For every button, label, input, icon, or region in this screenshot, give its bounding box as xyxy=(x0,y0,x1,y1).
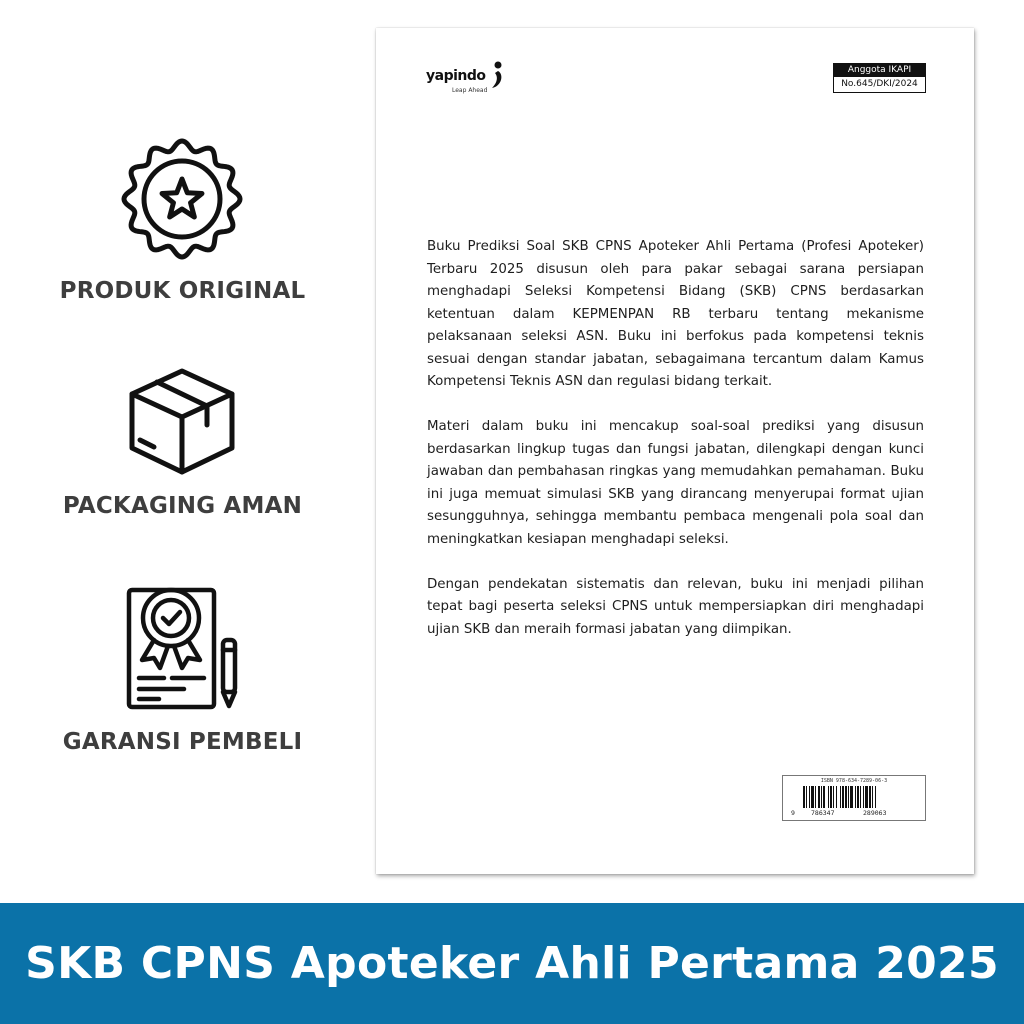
features-panel xyxy=(0,0,365,900)
description-paragraph: Materi dalam buku ini mencakup soal-soal prediksi yang disusun berdasarkan lingkup tugas dan fungsi jabatan, dilengkapi dengan kunci jawaban dan pembahasan ringkas yang memudahkan pemahaman. Buku ini juga memuat simulasi SKB yang dirancang menyerupai format ujian sesungguhnya, sehingga membantu pembaca mengenali pola soal dan meningkatkan kesiapan menghadapi seleksi. xyxy=(427,419,924,547)
barcode-bar xyxy=(833,786,834,808)
barcode-bar xyxy=(848,786,849,808)
title-banner xyxy=(0,903,1024,1024)
feature-label-original: PRODUK ORIGINAL xyxy=(59,278,306,304)
barcode-bar xyxy=(840,786,841,808)
barcode-bar xyxy=(855,786,856,808)
barcode-bar xyxy=(857,786,859,808)
feature-label-garansi: GARANSI PEMBELI xyxy=(62,729,303,755)
feature-label-packaging: PACKAGING AMAN xyxy=(62,493,303,519)
barcode-bar xyxy=(875,786,876,808)
barcode-bar xyxy=(845,786,847,808)
publisher-tagline: Leap Ahead xyxy=(452,87,488,94)
barcode-bar xyxy=(830,786,832,808)
barcode-bars xyxy=(803,786,905,808)
banner-title: SKB CPNS Apoteker Ahli Pertama 2025 xyxy=(25,938,999,989)
barcode-bar xyxy=(806,786,807,808)
description-paragraph: Dengan pendekatan sistematis dan relevan, buku ini menjadi pilihan tepat bagi peserta seleksi CPNS untuk mempersiapkan diri menghadapi ujian SKB dan meraih formasi jabatan yang diimpikan. xyxy=(427,576,924,637)
barcode-bar xyxy=(842,786,844,808)
barcode-bar xyxy=(869,786,871,808)
book-back-cover xyxy=(376,28,974,874)
barcode-bar xyxy=(828,786,829,808)
publisher-mark-icon xyxy=(486,60,506,90)
certificate-guarantee-icon xyxy=(124,582,240,710)
barcode-bar xyxy=(815,786,816,808)
ikapi-title: Anggota IKAPI xyxy=(834,64,925,77)
barcode-bar xyxy=(850,786,853,808)
star-badge-icon xyxy=(120,137,244,261)
ikapi-number: No.645/DKI/2024 xyxy=(841,79,918,89)
barcode-digits-right: 289063 xyxy=(863,809,887,817)
barcode-bar xyxy=(811,786,814,808)
barcode-digits-left: 786347 xyxy=(811,809,835,817)
isbn-label: ISBN 978-634-7289-06-3 xyxy=(820,778,888,784)
barcode-digit-first: 9 xyxy=(791,809,795,817)
book-description xyxy=(427,236,924,664)
publisher-logo-text: yapindo xyxy=(426,68,486,84)
barcode-bar xyxy=(872,786,873,808)
barcode-bar xyxy=(818,786,820,808)
barcode-bar xyxy=(821,786,822,808)
package-box-icon xyxy=(126,367,238,477)
barcode-bar xyxy=(863,786,864,808)
publisher-logo xyxy=(426,66,506,100)
barcode-bar xyxy=(836,786,837,808)
barcode-bar xyxy=(823,786,825,808)
isbn-barcode xyxy=(782,775,926,821)
description-paragraph: Buku Prediksi Soal SKB CPNS Apoteker Ahli Pertama (Profesi Apoteker) Terbaru 2025 disusun oleh para pakar sebagai sarana persiapan menghadapi Seleksi Kompetensi Bidang (SKB) CPNS berdasarkan ketentuan dalam KEPMENPAN RB terbaru tentang mekanisme pelaksanaan seleksi ASN. Buku ini berfokus pada kompetensi teknis sesuai dengan standar jabatan, sebagaimana tercantum dalam Kamus Kompetensi Teknis ASN dan regulasi bidang terkait. xyxy=(427,239,924,389)
barcode-bar xyxy=(809,786,810,808)
ikapi-member-badge xyxy=(833,63,926,93)
barcode-bar xyxy=(865,786,868,808)
barcode-bar xyxy=(860,786,861,808)
barcode-bar xyxy=(803,786,805,808)
